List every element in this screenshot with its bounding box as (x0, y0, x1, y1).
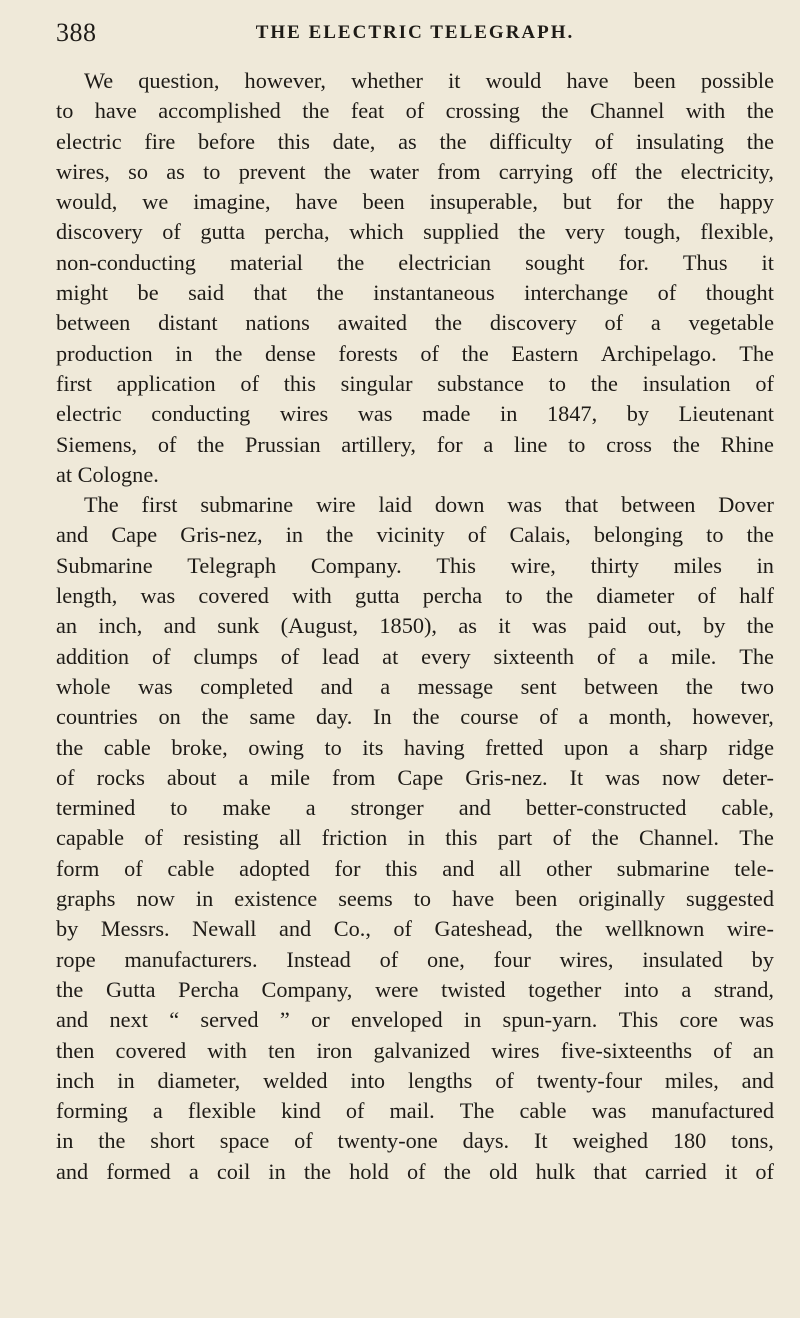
text-line: discovery of gutta percha, which supplied the very tough, flexible, (56, 219, 774, 245)
text-line: in the short space of twenty-one days. It weighed 180 tons, (56, 1128, 774, 1154)
text-line: and formed a coil in the hold of the old hulk that carried it of (56, 1158, 774, 1184)
text-line: of rocks about a mile from Cape Gris-nez. It was now deter- (56, 764, 774, 790)
text-line: production in the dense forests of the Eastern Archipelago. The (56, 340, 774, 366)
text-line: might be said that the instantaneous interchange of thought (56, 280, 774, 306)
text-line: the cable broke, owing to its having fretted upon a sharp ridge (56, 734, 774, 760)
text-line: We question, however, whether it would have been possible (84, 68, 774, 93)
text-line: capable of resisting all friction in this part of the Channel. The (56, 825, 774, 851)
text-line: whole was completed and a message sent between the two (56, 673, 774, 699)
text-line: length, was covered with gutta percha to the diameter of half (56, 583, 774, 609)
text-line: The first submarine wire laid down was that between Dover (84, 492, 774, 518)
text-line: graphs now in existence seems to have been originally suggested (56, 886, 774, 912)
text-line: the Gutta Percha Company, were twisted together into a strand, (56, 976, 774, 1002)
text-line: an inch, and sunk (August, 1850), as it was paid out, by the (56, 613, 774, 639)
text-line: Submarine Telegraph Company. This wire, thirty miles in (56, 552, 774, 578)
text-line: forming a flexible kind of mail. The cable was manufactured (56, 1098, 774, 1124)
text-line: addition of clumps of lead at every sixteenth of a mile. The (56, 643, 774, 669)
text-line: and next “ served ” or enveloped in spun-yarn. This core was (56, 1007, 774, 1033)
text-line: by Messrs. Newall and Co., of Gateshead, the wellknown wire- (56, 916, 774, 942)
text-line: at Cologne. (56, 461, 159, 487)
text-line: non-conducting material the electrician sought for. Thus it (56, 249, 774, 275)
text-line: Siemens, of the Prussian artillery, for a line to cross the Rhine (56, 431, 774, 457)
text-line: rope manufacturers. Instead of one, four wires, insulated by (56, 946, 774, 972)
text-line: to have accomplished the feat of crossing the Channel with the (56, 98, 774, 124)
running-head: THE ELECTRIC TELEGRAPH. (255, 22, 575, 43)
page-number: 388 (56, 18, 97, 47)
text-line: inch in diameter, welded into lengths of twenty-four miles, and (56, 1067, 774, 1093)
text-line: then covered with ten iron galvanized wires five-sixteenths of an (56, 1037, 774, 1063)
text-line: would, we imagine, have been insuperable, but for the happy (56, 189, 774, 215)
text-line: electric fire before this date, as the difficulty of insulating the (56, 128, 774, 154)
text-line: first application of this singular substance to the insulation of (56, 370, 774, 396)
text-line: form of cable adopted for this and all other submarine tele- (56, 855, 774, 881)
text-line: and Cape Gris-nez, in the vicinity of Calais, belonging to the (56, 522, 774, 548)
text-line: electric conducting wires was made in 1847, by Lieutenant (56, 401, 774, 427)
body-text (56, 66, 774, 1187)
page-header (56, 18, 774, 54)
text-line: countries on the same day. In the course of a month, however, (56, 704, 774, 730)
text-line: termined to make a stronger and better-constructed cable, (56, 795, 774, 821)
text-line: wires, so as to prevent the water from carrying off the electricity, (56, 158, 774, 184)
text-line: between distant nations awaited the discovery of a vegetable (56, 310, 774, 336)
